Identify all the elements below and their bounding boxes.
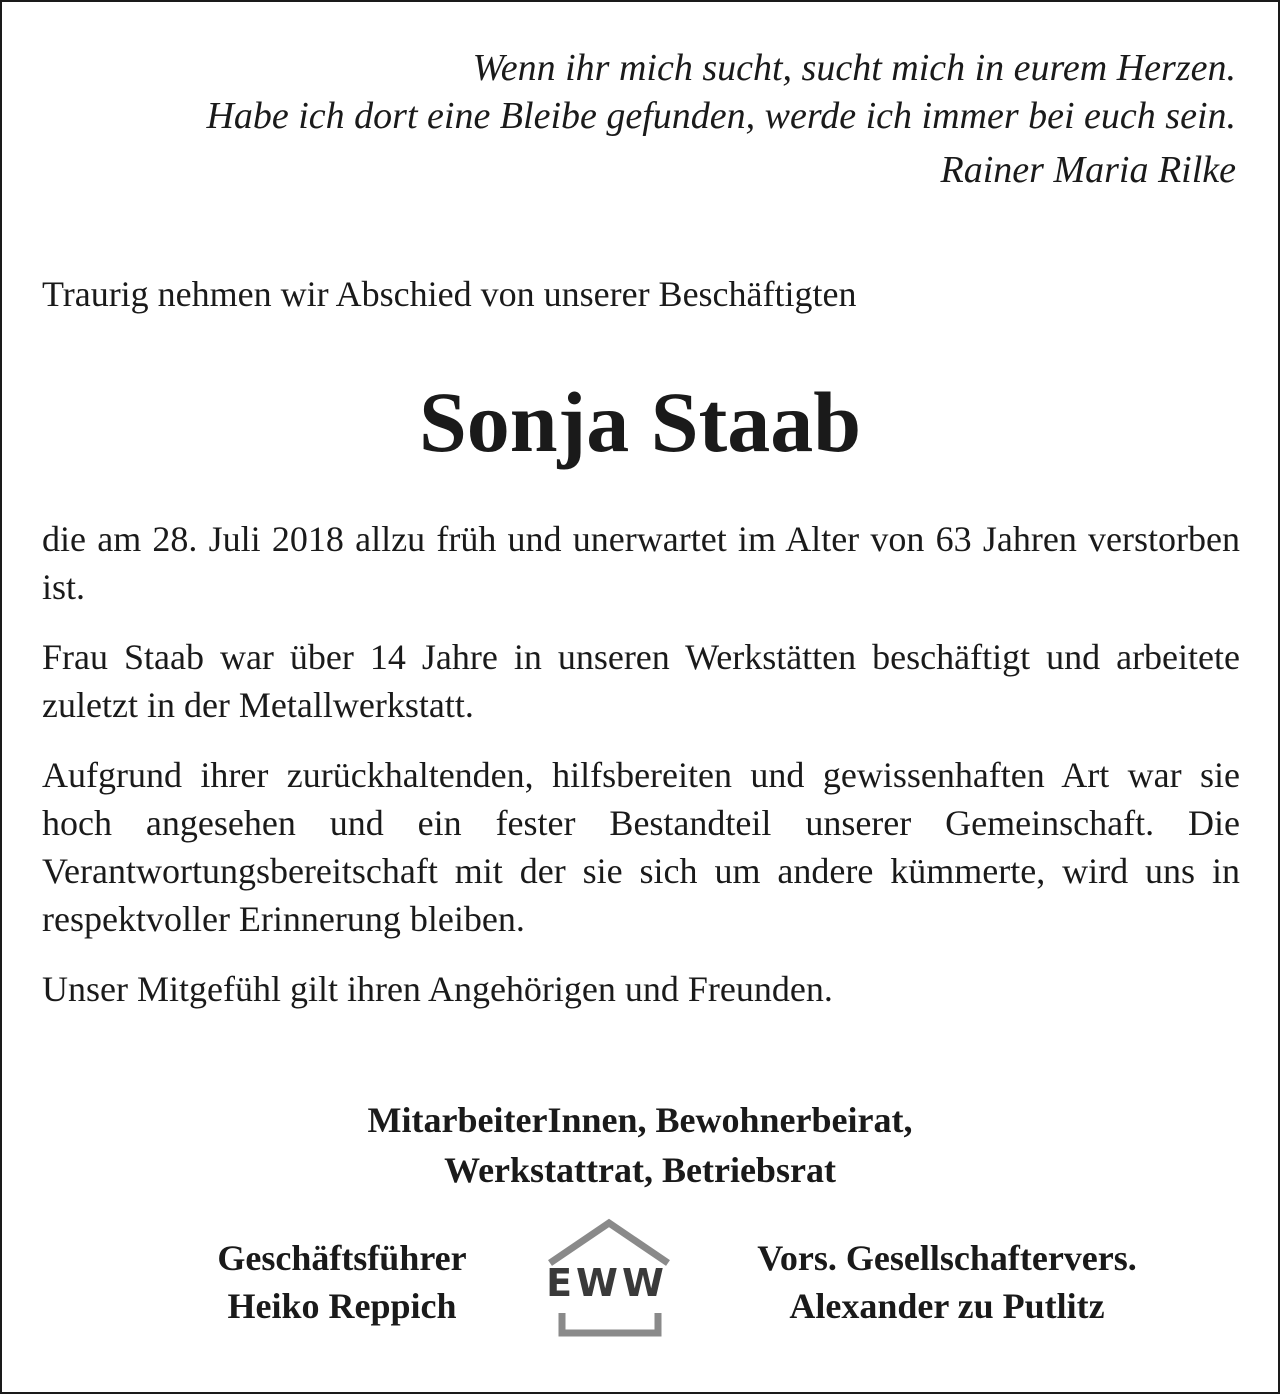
quote-author: Rainer Maria Rilke [940, 149, 1236, 191]
quote-line: Habe ich dort eine Bleibe gefunden, werde ich immer bei euch sein. [206, 95, 1236, 137]
logo-text: EWW [546, 1261, 668, 1305]
signature-right [702, 1234, 1192, 1330]
paragraph: Aufgrund ihrer zurückhaltenden, hilfsbereiten und gewissenhaften Art war sie hoch angesehen und ein fester Bestandteil unserer Gemeinschaft. Die Verantwortungsbereitschaft mit der sie sich um andere kümmerte, wird uns in respektvoller Erinnerung bleiben. [42, 755, 1240, 939]
signature-person: Heiko Reppich [227, 1286, 457, 1326]
group-signature [2, 1095, 1278, 1195]
body-text [42, 515, 1240, 1035]
paragraph: Frau Staab war über 14 Jahre in unseren Werkstätten beschäftigt und arbeitete zuletzt in der Metallwerkstatt. [42, 637, 1240, 725]
group-line: Werkstattrat, Betriebsrat [444, 1150, 836, 1190]
house-logo-icon [532, 1217, 692, 1342]
group-line: MitarbeiterInnen, Bewohnerbeirat, [367, 1100, 913, 1140]
intro-text: Traurig nehmen wir Abschied von unserer Beschäftigten [42, 274, 857, 314]
quote-line: Wenn ihr mich sucht, sucht mich in eurem Herzen. [472, 47, 1236, 89]
signature-role: Geschäftsführer [217, 1238, 467, 1278]
paragraph: Unser Mitgefühl gilt ihren Angehörigen und Freunden. [42, 969, 833, 1009]
deceased-name: Sonja Staab [418, 374, 862, 470]
paragraph: die am 28. Juli 2018 allzu früh und unerwartet im Alter von 63 Jahren verstorben ist. [42, 519, 1240, 607]
quote-block [36, 44, 1236, 194]
signature-person: Alexander zu Putlitz [789, 1286, 1105, 1326]
signature-left [142, 1234, 542, 1330]
signature-role: Vors. Gesellschaftervers. [757, 1238, 1137, 1278]
